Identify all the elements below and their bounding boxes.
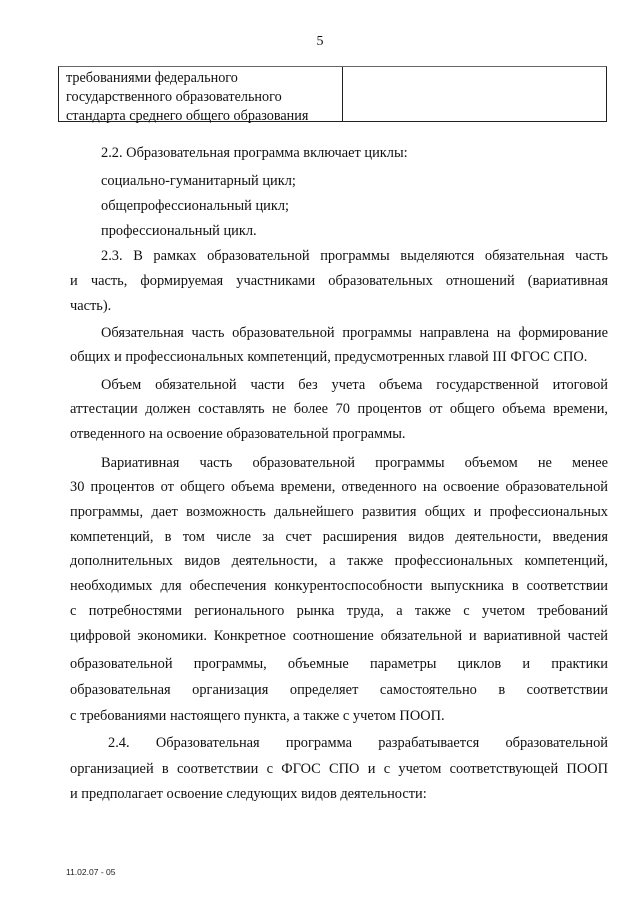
page-number: 5 — [316, 34, 324, 49]
table-cell-right — [343, 67, 606, 121]
paragraph-line: аттестации должен составлять не более 70 процентов от общего объема времени, — [70, 401, 608, 417]
paragraph-line: часть). — [70, 298, 112, 314]
paragraph-line: образовательной программы, объемные параметры циклов и практики — [70, 656, 608, 672]
paragraph-line: программы, дает возможность дальнейшего развития общих и профессиональных — [70, 504, 608, 520]
list-item: социально-гуманитарный цикл; — [101, 173, 296, 189]
section-2-4-line: 2.4. Образовательная программа разрабатывается образовательной — [108, 735, 608, 751]
paragraph-line: и предполагает освоение следующих видов деятельности: — [70, 786, 427, 802]
paragraph-line: необходимых для обеспечения конкурентоспособности выпускника в соответствии — [70, 578, 608, 594]
footer-code: 11.02.07 - 05 — [66, 867, 116, 877]
paragraph-line: образовательная организация определяет самостоятельно в соответствии — [70, 682, 608, 698]
paragraph-line: Обязательная часть образовательной программы направлена на формирование — [101, 325, 608, 341]
section-2-2-heading: 2.2. Образовательная программа включает циклы: — [101, 145, 408, 161]
paragraph-line: с потребностями регионального рынка труда, а также с учетом требований — [70, 603, 608, 619]
list-item: профессиональный цикл. — [101, 223, 257, 239]
table-cell-line: государственного образовательного — [66, 89, 282, 105]
table-cell-line: стандарта среднего общего образования — [66, 108, 309, 124]
paragraph-line: общих и профессиональных компетенций, предусмотренных главой III ФГОС СПО. — [70, 349, 588, 365]
paragraph-line: Объем обязательной части без учета объема государственной итоговой — [101, 377, 608, 393]
paragraph-line: цифровой экономики. Конкретное соотношение обязательной и вариативной частей — [70, 628, 608, 644]
paragraph-line: с требованиями настоящего пункта, а также с учетом ПООП. — [70, 708, 445, 724]
table-cell-left — [59, 67, 343, 124]
list-item: общепрофессиональный цикл; — [101, 198, 290, 214]
paragraph-line: 30 процентов от общего объема времени, отведенного на освоение образовательной — [70, 479, 608, 495]
paragraph-line: Вариативная часть образовательной программы объемом не менее — [101, 455, 608, 471]
paragraph-line: дополнительных видов деятельности, а также профессиональных компетенций, — [70, 553, 608, 569]
paragraph-line: 2.3. В рамках образовательной программы выделяются обязательная часть — [101, 248, 608, 264]
paragraph-line: компетенций, в том числе за счет расширения видов деятельности, введения — [70, 529, 608, 545]
table-cell-line: требованиями федерального — [66, 70, 238, 86]
requirements-table — [58, 66, 607, 122]
paragraph-line: и часть, формируемая участниками образовательных отношений (вариативная — [70, 273, 608, 289]
paragraph-line: организацией в соответствии с ФГОС СПО и с учетом соответствующей ПООП — [70, 761, 608, 777]
paragraph-line: отведенного на освоение образовательной программы. — [70, 426, 406, 442]
